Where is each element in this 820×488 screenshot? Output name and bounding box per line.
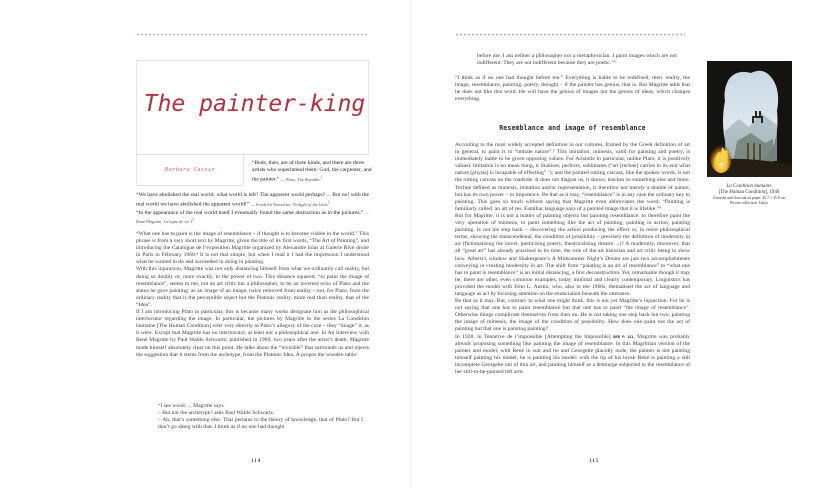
footnote-ref: 2 <box>327 200 330 205</box>
paragraph: “What one has to paint is the image of resemblance – if thought is to become visible in the world.” This phrase is from a very short text by Magritte, given the title of its first words, “The Art of Painting”, and introducing the Catalogue de l’exposition Magritte organized by Alexandre Iolas at Galerie Rive droite in Paris in February 1960.⁴ It is not that simple, but when I read it I had the impression I understood what he wanted to do and succeeded in doing in painting. <box>136 231 369 266</box>
chapter-title: The painter-king <box>143 91 366 117</box>
left-page <box>136 0 371 488</box>
dialogue-line: – Ah, that’s something else. That pertains to the theory of knowledge, that of Plato? But I don’t go along with that. I think as if no one had thought <box>158 417 363 431</box>
footnote-ref: 3 <box>191 217 194 222</box>
caption-translation: [The Human Condition], 1948 <box>718 190 780 195</box>
paragraph: If I am introducing Plato in particular, this is because many works designate him as the philosophical interlocutor regarding the image. In particular, the pictures by Magritte in the series La Condition humaine [The Human Condition] refer very directly to Plato’s allegory of the cave – they “image” it, as it were. Except that Magritte has no interlocutor, at least not a philosophical one. In An Interview with René Magritte by Paul Waldo Schwartz, published in 1969, two years after the artist’s death, Magritte made himself absolutely clear on this point. He talks about the “invisible” that surrounds us and rejects the suggestion that it stems from the archetype, from the Platonic Idea. À propos the wooden table: <box>136 309 369 358</box>
author-box <box>136 154 244 186</box>
right-page <box>455 0 690 488</box>
epigraphs <box>136 192 369 226</box>
epigraph-source: — Plato, The Republic$^1$ <box>279 175 323 182</box>
section-heading: Resemblance and image of resemblance <box>499 124 646 132</box>
footnote-ref: 1 <box>320 175 323 180</box>
caption-medium: Gouache and charcoal on paper, 45.7 × 35.8 cm <box>712 196 786 200</box>
paragraph: In 1928, in Tentative de l’impossible [Attempting the Impossible] SEE P. 121, Magritte was probably already proposing something like painting the image of resemblance. In this Magrittian version of the painter and model, with René in suit and tie and Georgette placidly nude, the painter is not painting himself painting his model, he is painting his model: with the tip of his brush René is painting a still incomplete Georgette out of thin air, and painting himself as a demiurge subjected to the resemblance of her still-to-be-painted left arm. <box>455 333 690 375</box>
paragraph: According to the most widely accepted definition in our cultures, framed by the Greek definition of art in general, to paint is to “imitate nature”.⁶ This imitation, mimesis, valid for painting and poetry, is immediately liable to be given opposing values. For Aristotle in particular, unlike Plato, it is positively valued. Imitation is no mean thing, it finalises, perfects, sublimates (“art [techne] carries to its end what nature [physis] is incapable of effecting” ⁷); and the painted rotting carcass, like the spoken words, is not the rotting carcass on the roadside. It does not disgust us, it shows, teaches us something else and more. Techné defined as mimesis, imitation and/or representation, is therefore not merely a double of nature, but has its own power – or impotence. Be that as it may, “resemblance” is in any case the ordinary key to painting. This goes so much without saying that Magritte even abbreviates the word: “Painting is familiarly called: an art of res. Familiar language says of a painted image that it is lifelike.”⁸ <box>455 142 690 212</box>
epigraph-magritte: “In the appearance of the real world itself I eventually found the same abstraction as in the pictures.” — René Magritte, La ligne de vie $I^3$ <box>136 209 369 225</box>
page-number-left: 114 <box>251 459 262 464</box>
paragraph: “I think as if no one had thought before me.” Everything is liable to be redefined, then: reality, the image, resemblance, painting, poetry, thought – if the painter has genius, that is. But Magritte adds that he does not like this word. He will have the genius of images not the genius of ideas, which changes everything. <box>455 75 690 103</box>
epigraph-plato <box>252 160 372 184</box>
caption-collection: Private collection, Tokyo <box>729 201 769 205</box>
cross-reference[interactable]: SEE P. 121 <box>613 334 634 339</box>
title-box <box>136 60 369 155</box>
dialogue-line: before me. I am neither a philosopher nor a metaphysician. I paint images which are not indifferent. They are not indifferent because they are poetic.”⁵ <box>477 53 677 67</box>
dialogue-quote-continued <box>477 53 677 67</box>
figure-caption <box>696 184 802 206</box>
dialogue-line: – But not the archetype? asks Paul Waldo Schwartz. <box>158 410 275 417</box>
body-text-right-top <box>455 75 690 103</box>
painting-image <box>707 61 792 177</box>
paragraph: Be that as it may. But, contrary to what one might think, this is not yet Magritte’s injunction. For he is not saying that one has to paint resemblance but that one has to paint “the image of resemblance”. Otherwise things complicate themselves from then on. He is not taking one step back but two, painting the image of mimesis, the image of the condition of possibility. How does one paint not the act of painting but that one is painting painting? <box>455 298 690 333</box>
painting-la-condition-humaine-icon <box>707 61 792 177</box>
paragraph: With this injunction, Magritte was not only distancing himself from what we ordinarily call reality, but doing so doubly or, more exactly, to the power of two. This distance squared, “to paint the image of resemblance”, seems to me, not an art critic but a philosopher, to be an inverted echo of Plato and the status he gave painting: as an image of an image, twice removed from reality – not, for Plato, from the ordinary reality that is the perceptible object but the Platonic reality, more real than reality, that of the “Idea”. <box>136 266 369 308</box>
body-text-right <box>455 142 690 376</box>
page-number-right: 115 <box>589 459 600 464</box>
dialogue-line: “I see wood ..., Magritte says. <box>158 403 225 409</box>
caption-title: La Condition humaine <box>726 184 772 189</box>
author-name: Barbara Cassin <box>165 166 215 173</box>
paragraph: But for Magritte, it is not a matter of painting objects but painting resemblance: to therefore paint the very operation of mimesis, to paint something like the act of painting, painting in action, painting painting. Is not his step back – discovering the action producing the effect or, in more philosophical terms, showing the transcendental, the condition of possibility – precisely the definition of modernity in art (fictionalising the novel, poeticising poetry, theatricalising theatre ...)? A modernity, moreover, that all “great art” has already practised in its time, the role of the art historian and art critic being to show how. Alberti’s window and Shakespeare’s A Midsummer Night’s Dream are just two accomplishments conveying or creating modernity in art. The shift from “painting is an art of resemblance” to “what one has to paint is resemblance” is an initial distancing, a first deconstruction. Yet, remarkable though it may be, there are other, even common examples, today minimal and clearly contemporary. Linguistics has provided the model with John L. Austin, who, also in the 1960s, thematised the act of language and language as act by focusing attention on the enunciation beneath the utterance. <box>455 212 690 297</box>
body-text-left <box>136 231 369 359</box>
epigraph-text: “Beds, then, are of three kinds, and there are three artists who superintend them: God, the carpenter, and the painter.” <box>252 160 372 183</box>
dialogue-quote <box>158 403 363 431</box>
gutter <box>410 0 411 488</box>
epigraph-nietzsche: “We have abolished the real world: what world is left? The apparent world perhaps? ... But no! with the real world we have abolished the apparent world!” — Friedrich Nietzsche, Twilight of the Idols$^2$ <box>136 192 369 208</box>
